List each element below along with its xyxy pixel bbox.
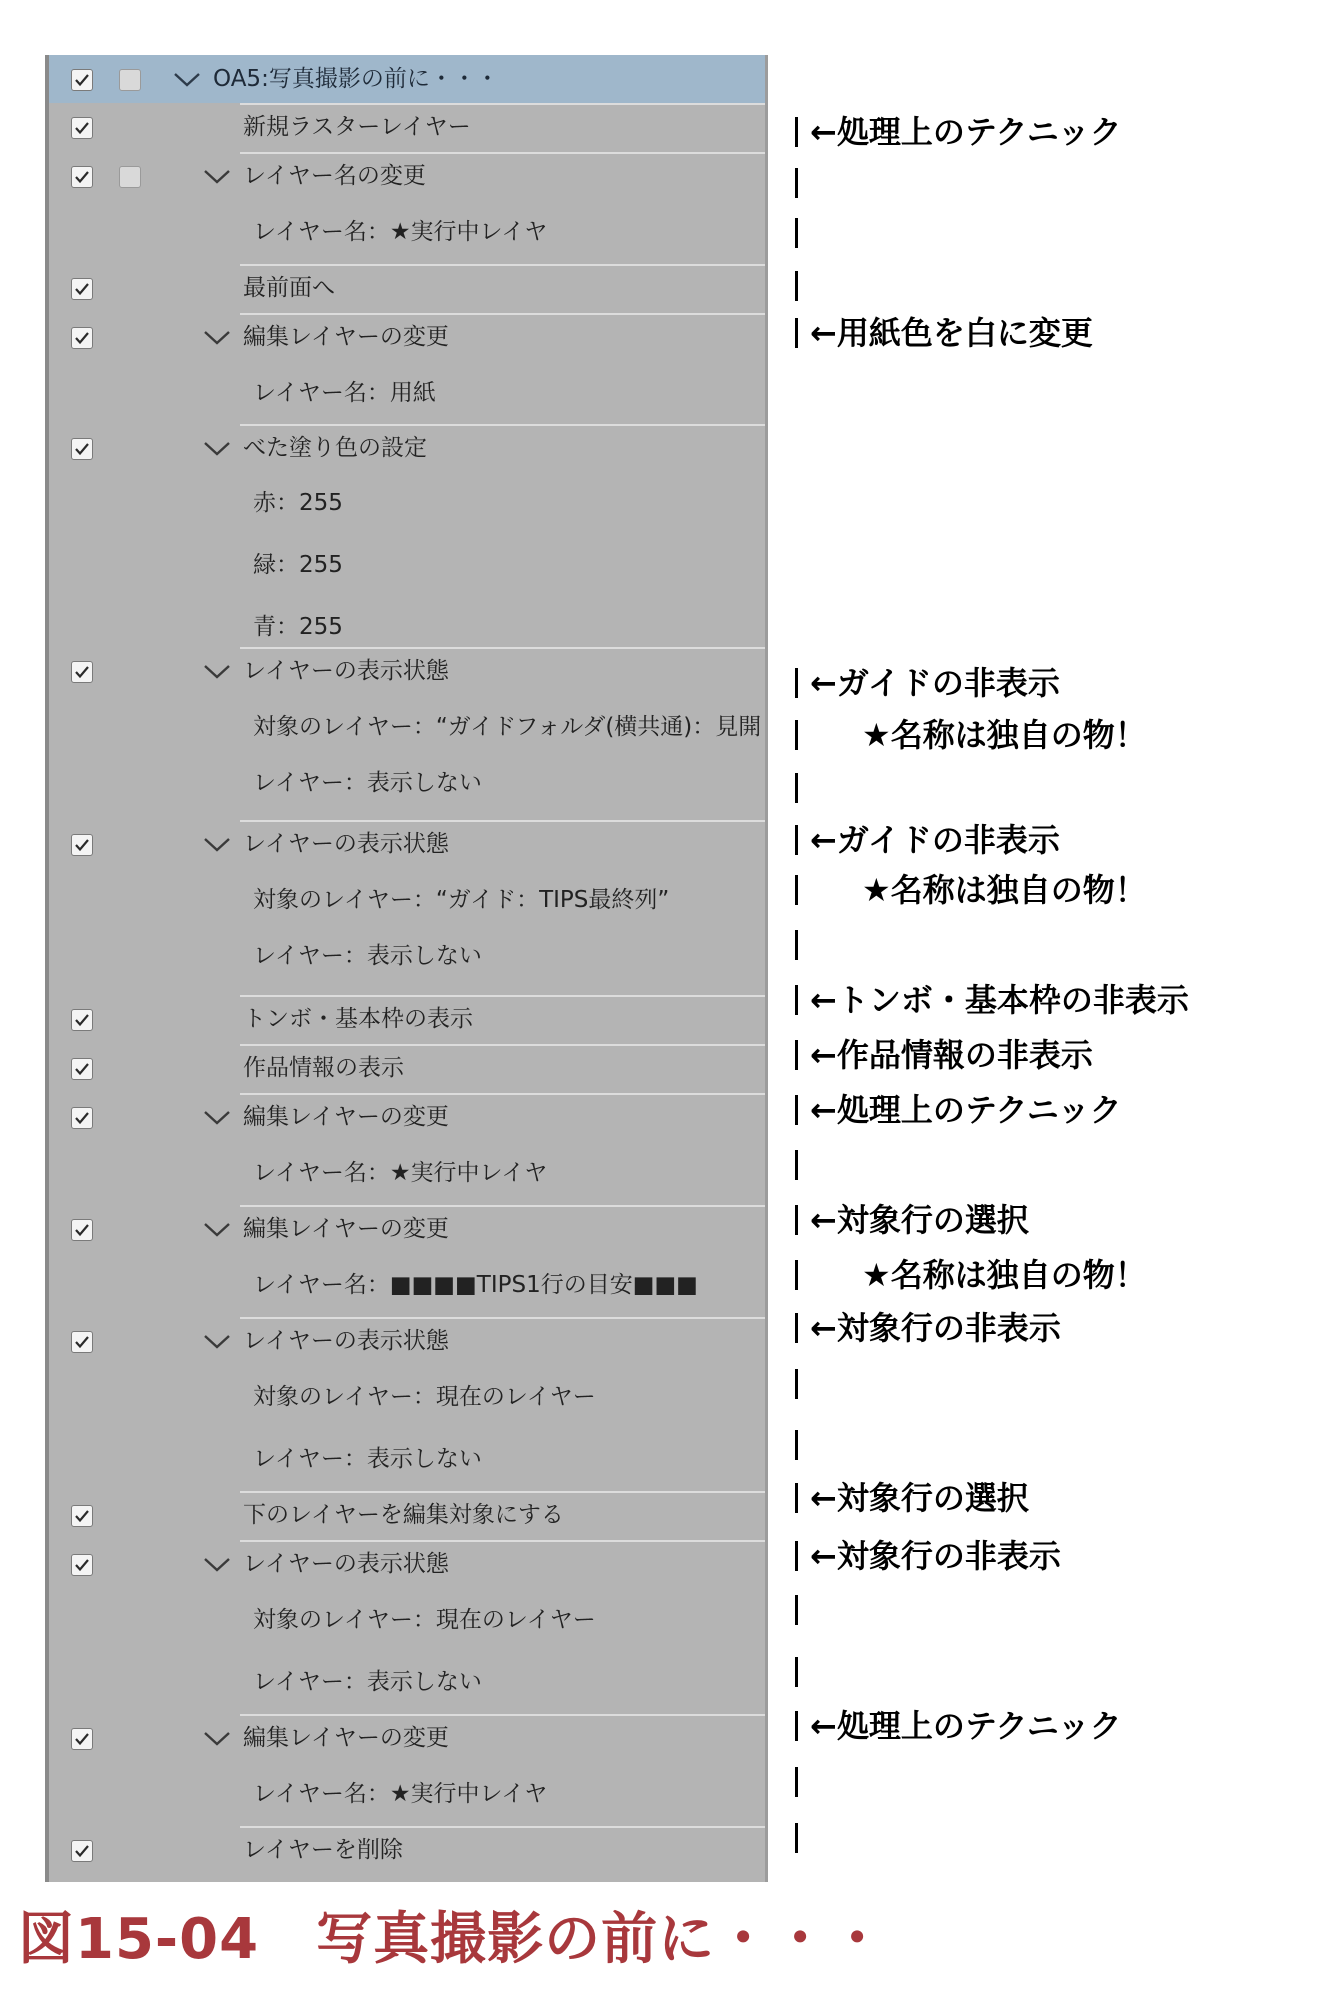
command-label: レイヤー名の変更 — [243, 163, 426, 189]
annotation-label — [795, 663, 1060, 703]
annotation-label — [795, 313, 1093, 353]
chevron-down-icon[interactable] — [203, 1557, 231, 1577]
annotation-bracket-line — [795, 1260, 798, 1290]
enable-checkbox[interactable] — [71, 1554, 93, 1576]
annotation-text: ←トンボ・基本枠の非表示 — [810, 981, 1189, 1019]
command-row[interactable] — [45, 1540, 767, 1588]
annotation-note — [795, 870, 1147, 910]
enable-checkbox[interactable] — [71, 1331, 93, 1353]
annotation-text: ←ガイドの非表示 — [810, 664, 1060, 702]
command-row[interactable] — [45, 647, 767, 695]
annotation-bracket — [795, 925, 810, 965]
annotation-text: ★名称は独自の物！ — [862, 716, 1147, 754]
chevron-down-icon[interactable] — [203, 1110, 231, 1130]
annotation-label — [795, 1200, 1029, 1240]
command-parameter: 対象のレイヤー：現在のレイヤー — [253, 1607, 596, 1633]
parameter-row[interactable] — [45, 1596, 767, 1644]
annotation-label — [795, 1478, 1029, 1518]
annotation-label — [795, 1536, 1061, 1576]
command-row[interactable] — [45, 264, 767, 312]
command-label: トンボ・基本枠の表示 — [243, 1006, 473, 1032]
enable-checkbox[interactable] — [71, 438, 93, 460]
command-label: 編集レイヤーの変更 — [243, 1216, 449, 1242]
parameter-row[interactable] — [45, 541, 767, 589]
parameter-row[interactable] — [45, 703, 767, 751]
annotation-bracket-line — [795, 271, 798, 301]
enable-checkbox[interactable] — [71, 1058, 93, 1080]
annotation-note — [795, 715, 1147, 755]
row-divider — [240, 1826, 765, 1828]
annotation-text: ←処理上のテクニック — [810, 1091, 1122, 1129]
row-divider — [240, 313, 765, 315]
annotation-bracket-line — [795, 218, 798, 248]
command-parameter: 青：255 — [253, 614, 343, 640]
panel-left-edge — [45, 55, 49, 1882]
command-row[interactable] — [45, 1205, 767, 1253]
command-label: 編集レイヤーの変更 — [243, 324, 449, 350]
command-row[interactable] — [45, 820, 767, 868]
annotation-bracket-line — [795, 1823, 798, 1853]
command-parameter: レイヤー：表示しない — [253, 1669, 482, 1695]
enable-checkbox[interactable] — [71, 278, 93, 300]
command-label: レイヤーを削除 — [243, 1837, 403, 1863]
command-row[interactable] — [45, 1317, 767, 1365]
parameter-row[interactable] — [45, 759, 767, 807]
parameter-row[interactable] — [45, 1435, 767, 1483]
command-label: レイヤーの表示状態 — [243, 831, 449, 857]
parameter-row[interactable] — [45, 1658, 767, 1706]
row-divider — [240, 264, 765, 266]
command-parameter: レイヤー名：★実行中レイヤ — [253, 1160, 548, 1186]
annotation-bracket-line — [795, 1205, 798, 1235]
row-divider — [240, 647, 765, 649]
parameter-row[interactable] — [45, 208, 767, 256]
command-parameter: 対象のレイヤー：“ガイド：TIPS最終列” — [253, 887, 670, 913]
annotation-text: ←処理上のテクニック — [810, 1707, 1122, 1745]
annotation-text: ★名称は独自の物！ — [862, 1256, 1147, 1294]
chevron-down-icon[interactable] — [203, 1334, 231, 1354]
command-label: べた塗り色の設定 — [243, 435, 427, 461]
parameter-row[interactable] — [45, 932, 767, 980]
panel-right-edge — [765, 55, 768, 1882]
annotation-text: ★名称は独自の物！ — [862, 871, 1147, 909]
row-divider — [240, 1093, 765, 1095]
annotation-bracket — [795, 1818, 810, 1858]
annotation-bracket — [795, 1364, 810, 1404]
annotation-bracket-line — [795, 1040, 798, 1070]
command-label: 新規ラスターレイヤー — [243, 114, 471, 140]
annotation-bracket-line — [795, 720, 798, 750]
command-row[interactable] — [45, 313, 767, 361]
chevron-down-icon[interactable] — [203, 1731, 231, 1751]
command-row[interactable] — [45, 995, 767, 1043]
action-set-header[interactable] — [45, 55, 767, 103]
annotation-bracket — [795, 213, 810, 253]
row-divider — [240, 1714, 765, 1716]
dialog-toggle-checkbox[interactable] — [119, 69, 141, 91]
annotation-bracket — [795, 1145, 810, 1185]
command-label: 編集レイヤーの変更 — [243, 1725, 449, 1751]
annotation-bracket-line — [795, 1369, 798, 1399]
annotation-bracket-line — [795, 117, 798, 147]
enable-checkbox[interactable] — [71, 1219, 93, 1241]
enable-checkbox[interactable] — [71, 327, 93, 349]
row-divider — [240, 1540, 765, 1542]
chevron-down-icon[interactable] — [203, 1222, 231, 1242]
annotation-note — [795, 1255, 1147, 1295]
command-label: レイヤーの表示状態 — [243, 658, 449, 684]
parameter-row[interactable] — [45, 1770, 767, 1818]
enable-checkbox[interactable] — [71, 69, 93, 91]
annotation-bracket-line — [795, 985, 798, 1015]
command-parameter: レイヤー：表示しない — [253, 943, 482, 969]
annotation-bracket-line — [795, 1595, 798, 1625]
row-divider — [240, 1044, 765, 1046]
row-divider — [240, 1205, 765, 1207]
parameter-row[interactable] — [45, 1373, 767, 1421]
parameter-row[interactable] — [45, 369, 767, 417]
chevron-down-icon[interactable] — [203, 664, 231, 684]
annotation-bracket-line — [795, 1657, 798, 1687]
dialog-toggle-checkbox[interactable] — [119, 166, 141, 188]
command-parameter: レイヤー：表示しない — [253, 770, 482, 796]
row-divider — [240, 1317, 765, 1319]
command-label: 下のレイヤーを編集対象にする — [243, 1502, 564, 1528]
parameter-row[interactable] — [45, 876, 767, 924]
annotation-bracket — [795, 1652, 810, 1692]
command-parameter: レイヤー名：★実行中レイヤ — [253, 1781, 548, 1807]
chevron-down-icon[interactable] — [203, 441, 231, 461]
annotation-bracket-line — [795, 1430, 798, 1460]
annotation-text: ←対象行の非表示 — [810, 1537, 1061, 1575]
enable-checkbox[interactable] — [71, 117, 93, 139]
annotation-bracket-line — [795, 168, 798, 198]
command-row[interactable] — [45, 1491, 767, 1539]
enable-checkbox[interactable] — [71, 1009, 93, 1031]
command-row[interactable] — [45, 152, 767, 200]
annotation-bracket-line — [795, 1313, 798, 1343]
annotation-bracket-line — [795, 1541, 798, 1571]
annotation-text: ←ガイドの非表示 — [810, 821, 1060, 859]
annotation-text: ←対象行の非表示 — [810, 1309, 1061, 1347]
chevron-down-icon[interactable] — [173, 72, 201, 92]
enable-checkbox[interactable] — [71, 661, 93, 683]
annotation-bracket-line — [795, 825, 798, 855]
chevron-down-icon[interactable] — [203, 169, 231, 189]
enable-checkbox[interactable] — [71, 1505, 93, 1527]
enable-checkbox[interactable] — [71, 1107, 93, 1129]
command-parameter: 対象のレイヤー：現在のレイヤー — [253, 1384, 596, 1410]
command-row[interactable] — [45, 1714, 767, 1762]
row-divider — [240, 152, 765, 154]
annotation-label — [795, 980, 1189, 1020]
row-divider — [240, 424, 765, 426]
chevron-down-icon[interactable] — [203, 330, 231, 350]
command-parameter: レイヤー：表示しない — [253, 1446, 482, 1472]
enable-checkbox[interactable] — [71, 834, 93, 856]
command-label: レイヤーの表示状態 — [243, 1551, 449, 1577]
figure-caption: 図15-04 写真撮影の前に・・・ — [18, 1907, 887, 1972]
action-set-title: OA5:写真撮影の前に・・・ — [213, 66, 499, 92]
annotation-bracket — [795, 1590, 810, 1630]
enable-checkbox[interactable] — [71, 1728, 93, 1750]
command-parameter: 対象のレイヤー：“ガイドフォルダ(横共通)：見開 — [253, 714, 762, 740]
command-parameter: 赤：255 — [253, 490, 343, 516]
command-row[interactable] — [45, 424, 767, 472]
parameter-row[interactable] — [45, 603, 767, 651]
chevron-down-icon[interactable] — [203, 837, 231, 857]
annotation-label — [795, 112, 1122, 152]
row-divider — [240, 820, 765, 822]
annotation-bracket-line — [795, 1483, 798, 1513]
command-row[interactable] — [45, 1826, 767, 1874]
command-label: 作品情報の表示 — [243, 1055, 404, 1081]
command-parameter: レイヤー名：用紙 — [253, 380, 436, 406]
enable-checkbox[interactable] — [71, 1840, 93, 1862]
command-label: レイヤーの表示状態 — [243, 1328, 449, 1354]
enable-checkbox[interactable] — [71, 166, 93, 188]
annotation-text: ←対象行の選択 — [810, 1201, 1029, 1239]
parameter-row[interactable] — [45, 479, 767, 527]
annotation-bracket-line — [795, 1150, 798, 1180]
annotation-text: ←対象行の選択 — [810, 1479, 1029, 1517]
annotation-bracket-line — [795, 1711, 798, 1741]
annotation-bracket-line — [795, 668, 798, 698]
parameter-row[interactable] — [45, 1149, 767, 1197]
annotation-bracket-line — [795, 773, 798, 803]
command-parameter: 緑：255 — [253, 552, 343, 578]
row-divider — [240, 1491, 765, 1493]
annotation-label — [795, 1706, 1122, 1746]
command-row[interactable] — [45, 1093, 767, 1141]
annotation-text: ←作品情報の非表示 — [810, 1036, 1093, 1074]
row-divider — [240, 995, 765, 997]
annotation-label — [795, 1308, 1061, 1348]
annotation-bracket — [795, 1425, 810, 1465]
annotation-label — [795, 1035, 1093, 1075]
auto-action-panel — [45, 55, 767, 1882]
annotation-bracket-line — [795, 1767, 798, 1797]
annotation-bracket-line — [795, 318, 798, 348]
annotation-bracket — [795, 1762, 810, 1802]
annotation-bracket-line — [795, 1095, 798, 1125]
annotation-label — [795, 820, 1060, 860]
annotation-bracket-line — [795, 930, 798, 960]
command-parameter: レイヤー名：★実行中レイヤ — [253, 219, 548, 245]
annotation-text: ←用紙色を白に変更 — [810, 314, 1093, 352]
command-label: 最前面へ — [243, 275, 335, 301]
annotation-bracket-line — [795, 875, 798, 905]
command-parameter: レイヤー名：■■■■TIPS1行の目安■■■ — [253, 1272, 698, 1298]
parameter-row[interactable] — [45, 1261, 767, 1309]
annotation-label — [795, 1090, 1122, 1130]
command-row[interactable] — [45, 1044, 767, 1092]
annotation-text: ←処理上のテクニック — [810, 113, 1122, 151]
row-divider — [240, 103, 765, 105]
annotation-bracket — [795, 163, 810, 203]
annotation-bracket — [795, 768, 810, 808]
command-row[interactable] — [45, 103, 767, 151]
annotation-bracket — [795, 266, 810, 306]
command-label: 編集レイヤーの変更 — [243, 1104, 449, 1130]
